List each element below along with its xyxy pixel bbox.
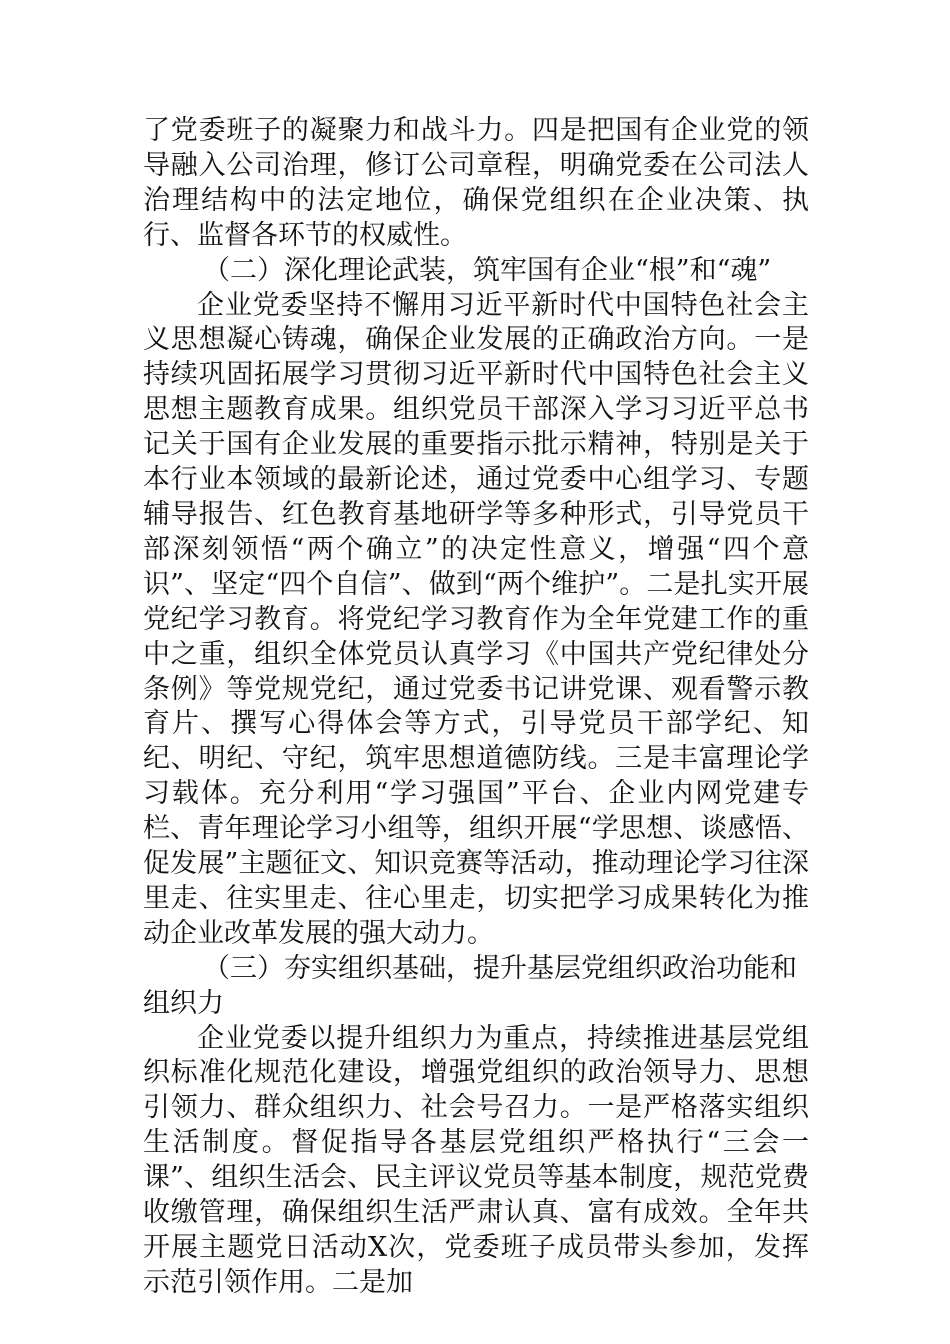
section-heading-2: （二）深化理论武装，筑牢国有企业“根”和“魂” xyxy=(203,254,772,286)
document-page xyxy=(143,114,809,1301)
paragraph-continuation: 了党委班子的凝聚力和战斗力。四是把国有企业党的领导融入公司治理，修订公司章程，明确党委在公司法人治理结构中的法定地位，确保党组织在企业决策、执行、监督各环节的权威性。 xyxy=(143,115,809,251)
paragraph-organization: 企业党委以提升组织力为重点，持续推进基层党组织标准化规范化建设，增强党组织的政治领导力、思想引领力、群众组织力、社会号召力。一是严格落实组织生活制度。督促指导各基层党组织严格执行“三会一课”、组织生活会、民主评议党员等基本制度，规范党费收缴管理，确保组织生活严肃认真、富有成效。全年共开展主题党日活动X次，党委班子成员带头参加，发挥示范引领作用。二是加 xyxy=(143,1022,809,1298)
paragraph-theory: 企业党委坚持不懈用习近平新时代中国特色社会主义思想凝心铸魂，确保企业发展的正确政治方向。一是持续巩固拓展学习贯彻习近平新时代中国特色社会主义思想主题教育成果。组织党员干部深入学习习近平总书记关于国有企业发展的重要指示批示精神，特别是关于本行业本领域的最新论述，通过党委中心组学习、专题辅导报告、红色教育基地研学等多种形式，引导党员干部深刻领悟“两个确立”的决定性意义，增强“四个意识”、坚定“四个自信”、做到“两个维护”。二是扎实开展党纪学习教育。将党纪学习教育作为全年党建工作的重中之重，组织全体党员认真学习《中国共产党纪律处分条例》等党规党纪，通过党委书记讲党课、观看警示教育片、撰写心得体会等方式，引导党员干部学纪、知纪、明纪、守纪，筑牢思想道德防线。三是丰富理论学习载体。充分利用“学习强国”平台、企业内网党建专栏、青年理论学习小组等，组织开展“学思想、谈感悟、促发展”主题征文、知识竞赛等活动，推动理论学习往深里走、往实里走、往心里走，切实把学习成果转化为推动企业改革发展的强大动力。 xyxy=(143,289,809,949)
section-heading-3: （三）夯实组织基础，提升基层党组织政治功能和组织力 xyxy=(143,952,797,1019)
